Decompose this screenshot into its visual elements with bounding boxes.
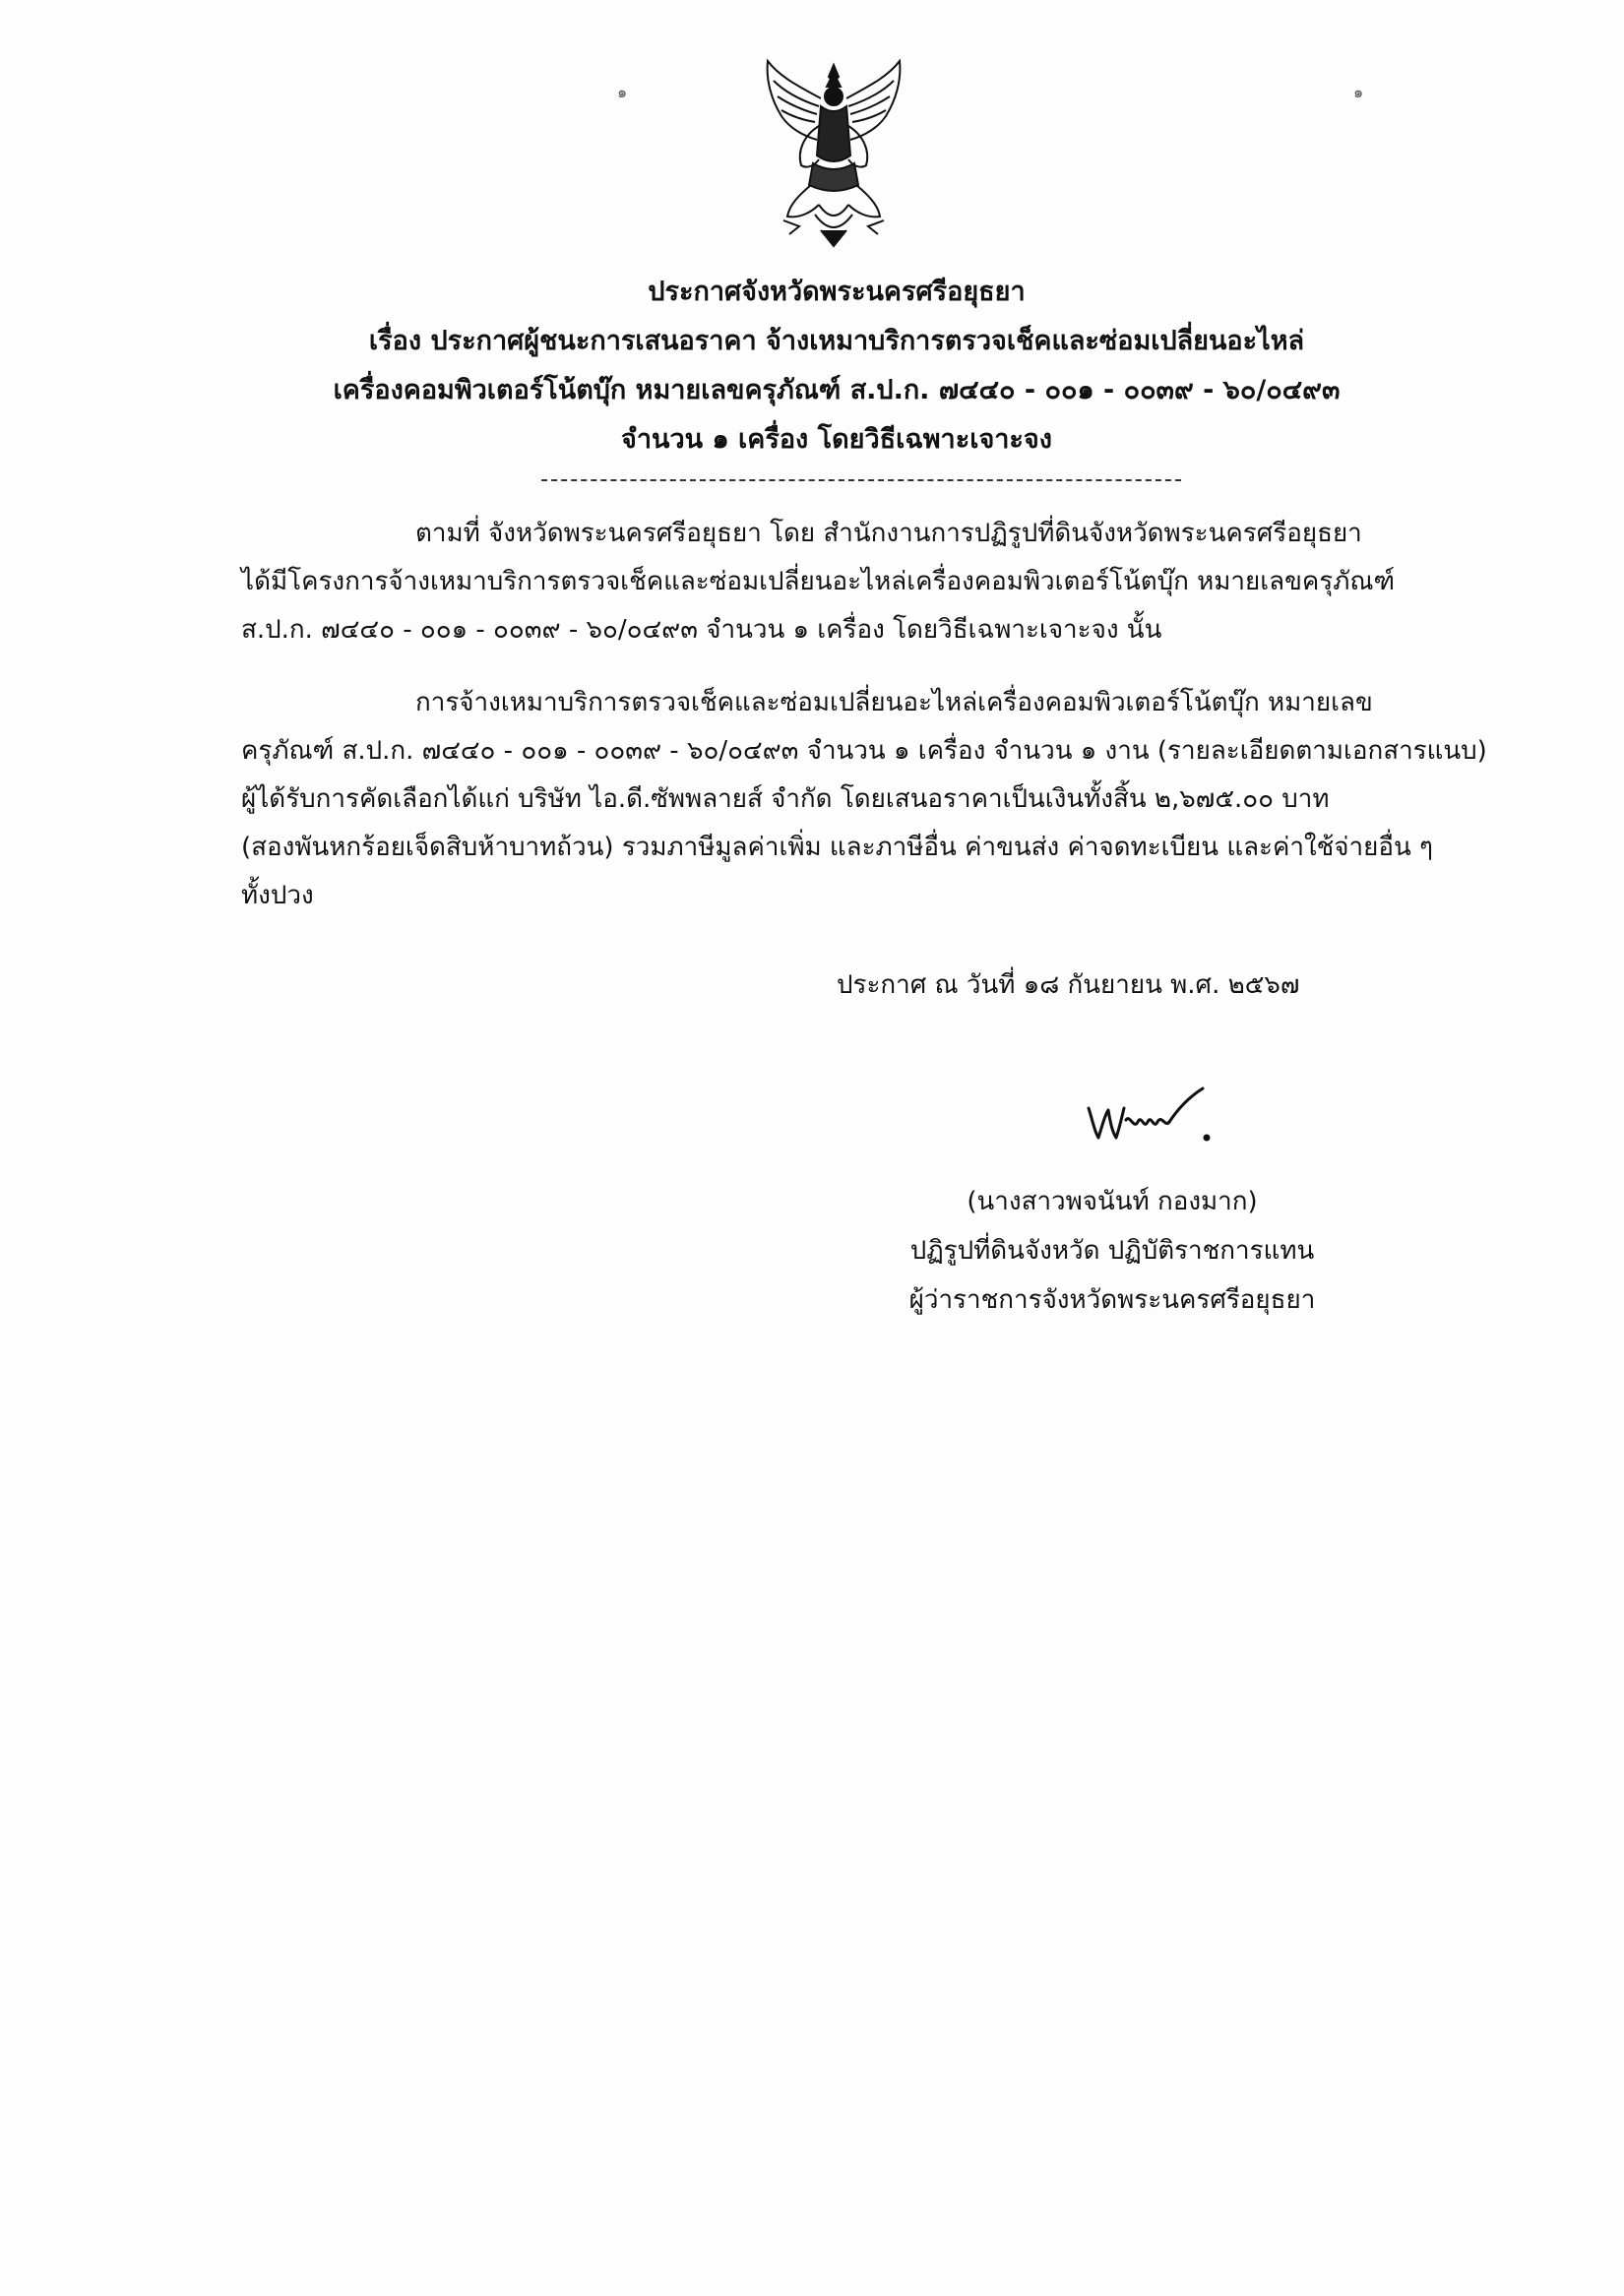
title-line-3: เครื่องคอมพิวเตอร์โน้ตบุ๊ก หมายเลขครุภัณฑ์ ส.ป.ก. ๗๔๔๐ - ๐๐๑ - ๐๐๓๙ - ๖๐/๐๔๙๓	[333, 375, 1341, 405]
title-line-2: เรื่อง ประกาศผู้ชนะการเสนอราคา จ้างเหมาบริการตรวจเช็คและซ่อมเปลี่ยนอะไหล่	[368, 326, 1305, 356]
signature-icon	[1083, 1081, 1220, 1151]
signer-position-1: ปฏิรูปที่ดินจังหวัด ปฏิบัติราชการแทน	[909, 1236, 1315, 1266]
paragraph-1-line-3: ส.ป.ก. ๗๔๔๐ - ๐๐๑ - ๐๐๓๙ - ๖๐/๐๔๙๓ จำนวน ๑ เครื่อง โดยวิธีเฉพาะเจาะจง นั้น	[241, 615, 1162, 645]
paragraph-1-line-1: ตามที่ จังหวัดพระนครศรีอยุธยา โดย สำนักงานการปฏิรูปที่ดินจังหวัดพระนครศรีอยุธยา	[415, 519, 1362, 548]
signer-position-2: ผู้ว่าราชการจังหวัดพระนครศรีอยุธยา	[908, 1285, 1316, 1315]
corner-mark-left: ๑	[617, 83, 628, 101]
announcement-date: ประกาศ ณ วันที่ ๑๘ กันยายน พ.ศ. ๒๕๖๗	[837, 970, 1300, 1000]
paragraph-2-line-3: ผู้ได้รับการคัดเลือกได้แก่ บริษัท ไอ.ดี.ซัพพลายส์ จำกัด โดยเสนอราคาเป็นเงินทั้งสิ้น ๒,๖๗๕.๐๐ บาท	[241, 784, 1330, 814]
corner-mark-right: ๑	[1353, 83, 1364, 101]
paragraph-2	[241, 679, 1487, 920]
signer-block	[866, 1177, 1358, 1325]
signer-name: (นางสาวพจนันท์ กองมาก)	[967, 1187, 1258, 1216]
paragraph-2-line-5: ทั้งปวง	[241, 881, 314, 910]
document-title-block	[241, 268, 1432, 465]
paragraph-1-line-2: ได้มีโครงการจ้างเหมาบริการตรวจเช็คและซ่อมเปลี่ยนอะไหล่เครื่องคอมพิวเตอร์โน้ตบุ๊ก หมายเลขครุภัณฑ์	[241, 567, 1396, 596]
paragraph-2-line-2: ครุภัณฑ์ ส.ป.ก. ๗๔๔๐ - ๐๐๑ - ๐๐๓๙ - ๖๐/๐๔๙๓ จำนวน ๑ เครื่อง จำนวน ๑ งาน (รายละเอียดตามเอกสารแนบ)	[241, 736, 1487, 766]
paragraph-2-line-4: (สองพันหกร้อยเจ็ดสิบห้าบาทถ้วน) รวมภาษีมูลค่าเพิ่ม และภาษีอื่น ค่าขนส่ง ค่าจดทะเบียน และค่าใช้จ่ายอื่น ๆ	[241, 833, 1433, 862]
garuda-emblem-icon	[760, 57, 907, 250]
title-line-1: ประกาศจังหวัดพระนครศรีอยุธยา	[648, 277, 1026, 307]
paragraph-1	[241, 510, 1476, 654]
title-line-4: จำนวน ๑ เครื่อง โดยวิธีเฉพาะเจาะจง	[621, 424, 1052, 455]
paragraph-2-line-1: การจ้างเหมาบริการตรวจเช็คและซ่อมเปลี่ยนอะไหล่เครื่องคอมพิวเตอร์โน้ตบุ๊ก หมายเลข	[415, 688, 1373, 717]
dashed-divider	[541, 479, 1181, 481]
